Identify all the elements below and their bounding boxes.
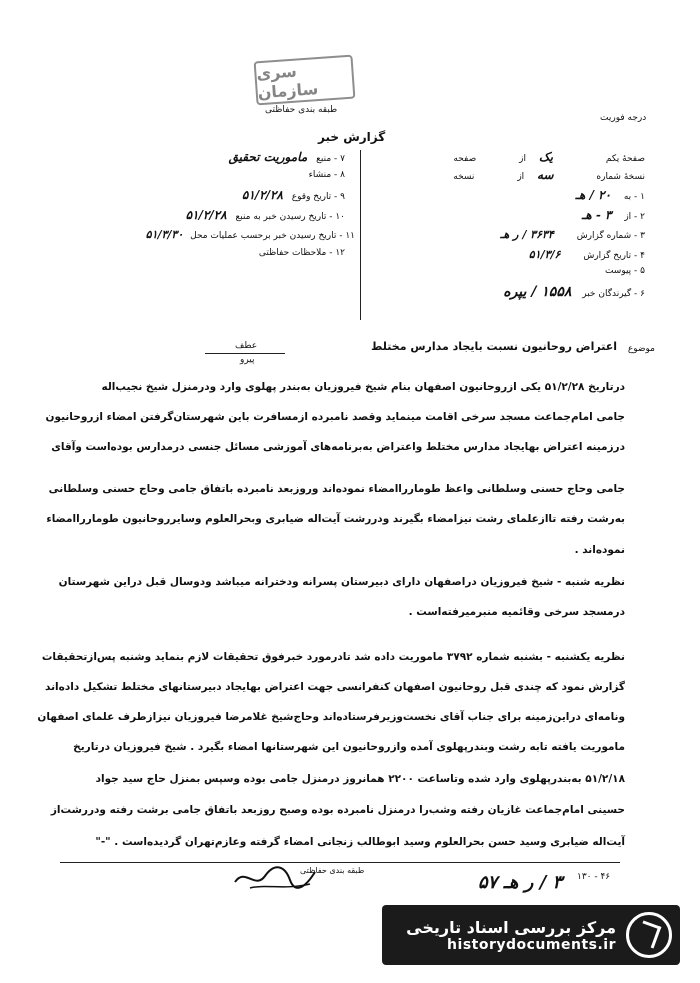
body-line-9: نظریه یکشنبه - بشنبه شماره ۳۷۹۲ ماموریت داده شد تادرمورد خبرفوق تحقیقات لازم بنماید وشنبه پس‌ازتحقیقات (41, 651, 625, 663)
footer-code: ۱۳۰ - ۴۶ (577, 872, 611, 882)
field-copy: نسخهٔ شماره سه از نسخه (453, 168, 645, 182)
field-recipients: ۶ - گیرندگان خبر ۱۵۵۸ / یپره (503, 284, 645, 300)
subject-text: اعتراض روحانیون نسبت بایجاد مدارس مختلط (371, 340, 617, 353)
body-line-8: درمسجد سرخی وقائمیه منبرمیرفته‌است . (408, 606, 625, 618)
body-line-10: گزارش نمود که چندی قبل روحانیون اصفهان کنفرانسی جهت اعتراض بهایجاد دبیرستانهای مختلط تشکیل داده‌اند (45, 681, 625, 693)
field-from: ۲ - از ۳ - هـ (581, 208, 645, 222)
report-type: گزارش خبر (318, 130, 386, 144)
body-line-13: ۵۱/۲/۱۸ به‌بندرپهلوی وارد شده وتاساعت ۲۲۰۰ همانروز درمنزل جامی بوده وسپس بمنزل حاج سید جواد (95, 773, 625, 785)
body-line-7: نظریه شنبه - شیخ فیروزیان دراصفهان دارای دبیرستان پسرانه ودخترانه میباشد ودوسال قبل دراین شهرستان (58, 576, 625, 588)
classification-stamp: سری سازمان (254, 55, 356, 106)
footer-sign-text: ۳ / ر هـ ۵۷ (478, 872, 563, 893)
subject-label: موضوع (627, 344, 655, 354)
field-report-date: ۴ - تاریخ گزارش ۵۱/۳/۶ (528, 248, 645, 261)
field-security-notes: ۱۲ - ملاحظات حفاظتی (258, 248, 345, 258)
field-report-number: ۳ - شماره گزارش ۳۶۳۴ / ر هـ (500, 228, 645, 241)
field-to: ۱ - به ۲۰ / هـ (575, 188, 645, 202)
archive-watermark (382, 905, 680, 965)
body-line-3: درزمینه اعتراض بهایجاد مدارس مختلط واعتراض به‌برنامه‌های آموزشی مسائل جنسی درمدارس بوده‌است وآقای (51, 441, 625, 453)
field-event-date: ۹ - تاریخ وقوع ۵۱/۲/۲۸ (241, 188, 345, 202)
watermark-url: historydocuments.ir (447, 936, 616, 953)
field-source: ۷ - منبع ماموریت تحقیق (228, 150, 345, 164)
classification-label: طبقه بندی حفاظتی (265, 105, 338, 115)
body-line-14: حسینی امام‌جماعت غازیان رفته وشب‌را درمنزل نامبرده بوده وصبح روزبعد باتفاق جامی برشت رفته ودررشت‌از (50, 804, 625, 816)
footer-line (60, 862, 620, 863)
archive-logo-icon (626, 912, 672, 958)
body-line-12: ماموریت یافته تابه رشت وبندرپهلوی آمده وازروحانیون این شهرستانها امضاء بگیرد . شیخ فیروزیان درتاریخ (73, 741, 625, 753)
atf-line (205, 353, 285, 354)
footer-classification-label: طبقه بندی حفاظتی (300, 866, 365, 875)
priority-label: درجه فوریت (600, 113, 647, 123)
body-line-4: جامی وحاج حسنی وسلطانی واعظ طومارراامضاء نموده‌اند وروزبعد نامبرده باتفاق جامی وحاج حسنی وسلطانی (48, 483, 625, 495)
body-line-1: درتاریخ ۵۱/۲/۲۸ یکی ازروحانیون اصفهان بنام شیخ فیروزیان به‌بندر پهلوی وارد ودرمنزل شیخ نجیب‌اله (101, 381, 625, 393)
field-attachment: ۵ - پیوست (604, 266, 645, 276)
body-line-2: جامی امام‌جماعت مسجد سرخی اقامت مینماید وقصد نامبرده ازمسافرت باین شهرستان‌گرفتن امضاء ازروحانیون (45, 411, 625, 423)
body-line-6: نموده‌اند . (574, 544, 625, 556)
body-line-5: به‌رشت رفته تاازعلمای رشت نیزامضاء بگیرند ودررشت آیت‌اله ضیابری وبحرالعلوم وسایرروحانیون طومارراامضاء (46, 513, 625, 525)
field-receipt-date: ۱۰ - تاریخ رسیدن خبر به منبع ۵۱/۲/۲۸ (185, 208, 345, 222)
handwritten-signature (230, 862, 320, 894)
body-line-15: آیت‌اله ضیابری وسید حسن بحرالعلوم وسید ابوطالب زنجانی امضاء گرفته وعازم‌تهران گردیده‌است . "-" (95, 836, 625, 848)
watermark-title: مرکز بررسی اسناد تاریخی (406, 917, 616, 937)
field-page: صفحهٔ یکم یک از صفحه (453, 150, 645, 164)
field-origin: ۸ - منشاء (308, 170, 345, 180)
body-line-11: ونامه‌ای دراین‌زمینه برای جناب آقای نخست‌وزیرفرستاده‌اند وحاج‌شیخ غلامرضا فیروزیان نیزازطرف علمای اصفهان (37, 711, 625, 723)
peiro-label: پیرو (240, 355, 255, 365)
field-local-date: ۱۱ - تاریخ رسیدن خبر برحسب عملیات محل ۵۱/۳/۳۰ (145, 228, 355, 241)
column-divider (360, 150, 361, 320)
atf-label: عطف (235, 341, 258, 351)
